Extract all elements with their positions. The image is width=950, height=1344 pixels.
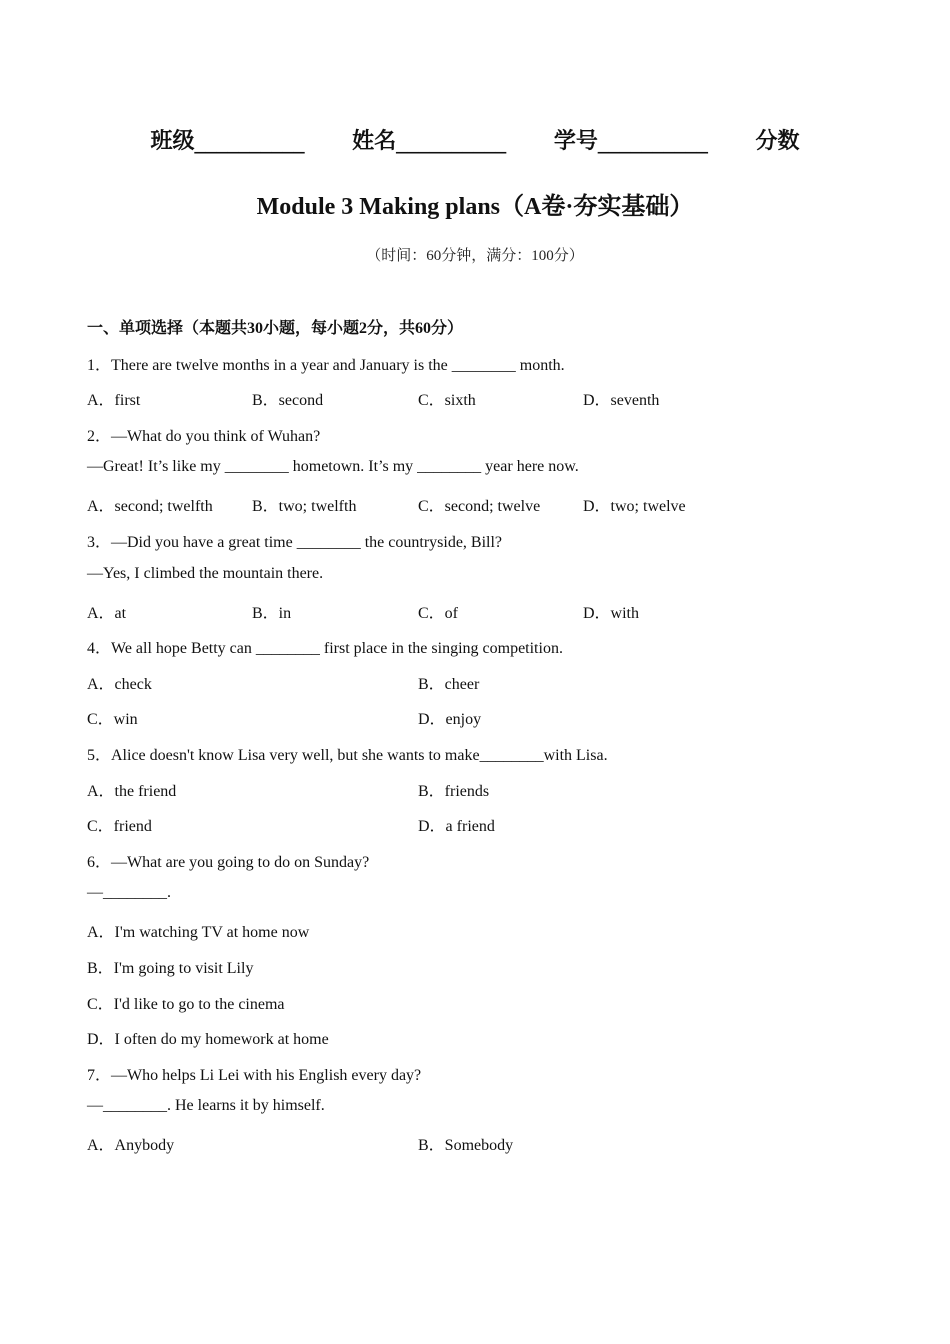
q5-option-a[interactable]: A．the friend	[87, 783, 177, 800]
q5-option-b[interactable]: B．friends	[418, 783, 490, 800]
q3-option-c[interactable]: C．of	[418, 605, 459, 622]
question-6-text-2: —________.	[87, 884, 171, 901]
q2-option-c[interactable]: C．second; twelve	[418, 498, 541, 515]
q5-option-d[interactable]: D．a friend	[418, 818, 495, 835]
question-2-text: 2．—What do you think of Wuhan?	[87, 428, 321, 445]
q6-option-b[interactable]: B．I'm going to visit Lily	[87, 960, 254, 977]
q4-option-c[interactable]: C．win	[87, 711, 138, 728]
question-7-text: 7．—Who helps Li Lei with his English every day?	[87, 1067, 422, 1084]
q4-option-d[interactable]: D．enjoy	[418, 711, 482, 728]
question-6-text: 6．—What are you going to do on Sunday?	[87, 854, 370, 871]
class-field[interactable]	[150, 124, 304, 155]
q6-option-d[interactable]: D．I often do my homework at home	[87, 1031, 329, 1048]
score-label: 分数	[755, 129, 800, 154]
q4-option-a[interactable]: A．check	[87, 676, 152, 693]
q6-option-c[interactable]: C．I'd like to go to the cinema	[87, 996, 285, 1013]
question-2-text-2: —Great! It’s like my ________ hometown. It’s my ________ year here now.	[87, 458, 579, 475]
question-4-text: 4．We all hope Betty can ________ first place in the singing competition.	[87, 640, 563, 657]
question-3-text: 3．—Did you have a great time ________ the countryside, Bill?	[87, 534, 503, 551]
q3-option-a[interactable]: A．at	[87, 605, 127, 622]
page-subtitle: （时间：60分钟，满分：100分）	[366, 248, 584, 264]
q2-option-d[interactable]: D．two; twelve	[583, 498, 686, 515]
q1-option-b[interactable]: B．second	[252, 392, 324, 409]
q6-option-a[interactable]: A．I'm watching TV at home now	[87, 924, 310, 941]
q2-option-b[interactable]: B．two; twelfth	[252, 498, 357, 515]
section-heading: 一、单项选择（本题共30小题，每小题2分，共60分）	[87, 320, 464, 337]
student-id-field[interactable]	[554, 124, 708, 155]
page-title: Module 3 Making plans（A卷·夯实基础）	[256, 194, 694, 220]
q1-option-d[interactable]: D．seventh	[583, 392, 660, 409]
question-5-text: 5．Alice doesn't know Lisa very well, but she wants to make________with Lisa.	[87, 747, 608, 764]
score-field	[756, 124, 800, 155]
class-label: 班级	[150, 129, 195, 154]
q2-option-a[interactable]: A．second; twelfth	[87, 498, 213, 515]
class-blank[interactable]: __________	[194, 129, 305, 154]
name-field[interactable]	[352, 124, 506, 155]
question-3-text-2: —Yes, I climbed the mountain there.	[87, 565, 324, 582]
student-info-header	[0, 124, 950, 155]
student-id-label: 学号	[553, 129, 598, 154]
name-label: 姓名	[352, 129, 397, 154]
q7-option-b[interactable]: B．Somebody	[418, 1137, 514, 1154]
q3-option-d[interactable]: D．with	[583, 605, 640, 622]
question-7-text-2: —________. He learns it by himself.	[87, 1097, 325, 1114]
q5-option-c[interactable]: C．friend	[87, 818, 152, 835]
q4-option-b[interactable]: B．cheer	[418, 676, 480, 693]
q1-option-a[interactable]: A．first	[87, 392, 141, 409]
q7-option-a[interactable]: A．Anybody	[87, 1137, 175, 1154]
name-blank[interactable]: __________	[396, 129, 507, 154]
question-1-text: 1．There are twelve months in a year and January is the ________ month.	[87, 357, 565, 374]
student-id-blank[interactable]: __________	[597, 129, 708, 154]
q3-option-b[interactable]: B．in	[252, 605, 292, 622]
q1-option-c[interactable]: C．sixth	[418, 392, 476, 409]
